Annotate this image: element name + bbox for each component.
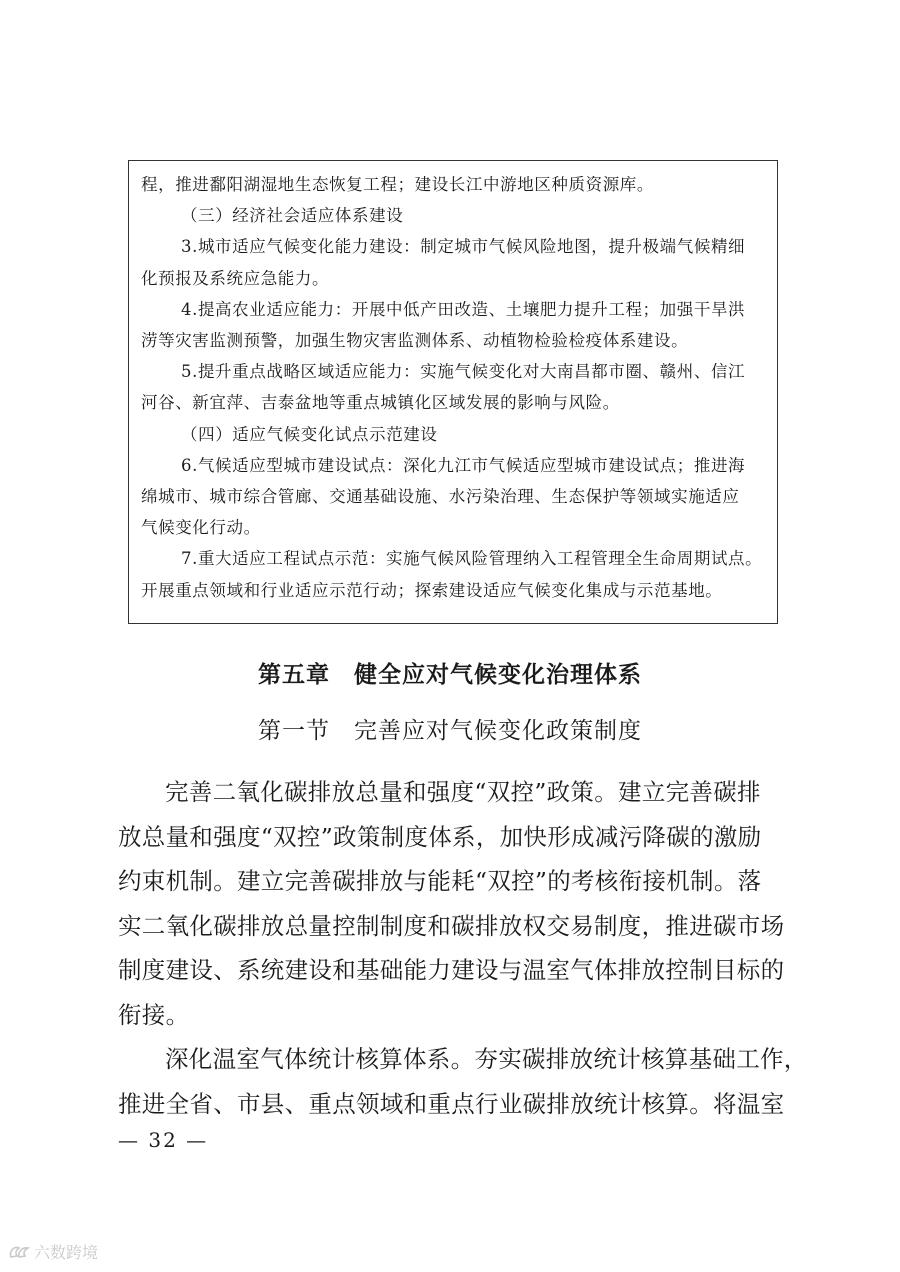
body-line: 深化温室气体统计核算体系。夯实碳排放统计核算基础工作， <box>165 1045 808 1073</box>
box-line: 程，推进鄱阳湖湿地生态恢复工程；建设长江中游地区种质资源库。 <box>141 175 654 194</box>
adaptation-measures-box <box>128 160 778 624</box>
box-subheading: （四）适应气候变化试点示范建设 <box>181 424 438 444</box>
watermark <box>8 1240 98 1263</box>
box-line: 开展重点领域和行业适应示范行动；探索建设适应气候变化集成与示范基地。 <box>141 580 723 600</box>
box-line: 气候变化行动。 <box>141 518 261 538</box>
box-line: 绵城市、城市综合管廊、交通基础设施、水污染治理、生态保护等领域实施适应 <box>141 487 740 507</box>
body-line: 衔接。 <box>118 1000 190 1029</box>
body-line: 完善二氧化碳排放总量和强度“双控”政策。建立完善碳排 <box>165 778 761 806</box>
section-title: 第一节 完善应对气候变化政策制度 <box>258 718 642 744</box>
box-line: 7.重大适应工程试点示范：实施气候风险管理纳入工程管理全生命周期试点。 <box>181 549 763 569</box>
watermark-logo-icon <box>8 1243 30 1261</box>
chapter-title: 第五章 健全应对气候变化治理体系 <box>258 662 642 688</box>
page-number: — 32 — <box>118 1128 209 1152</box>
body-text <box>118 770 808 1126</box>
box-line: 涝等灾害监测预警，加强生物灾害监测体系、动植物检验检疫体系建设。 <box>141 331 689 351</box>
watermark-text: 六数跨境 <box>34 1243 99 1262</box>
box-line: 河谷、新宜萍、吉泰盆地等重点城镇化区域发展的影响与风险。 <box>141 393 620 413</box>
body-line: 实二氧化碳排放总量控制制度和碳排放权交易制度，推进碳市场 <box>118 911 785 940</box>
body-line: 推进全省、市县、重点领域和重点行业碳排放统计核算。将温室 <box>118 1089 785 1118</box>
box-line: 3.城市适应气候变化能力建设：制定城市气候风险地图，提升极端气候精细 <box>181 237 746 257</box>
body-line: 放总量和强度“双控”政策制度体系，加快形成减污降碳的激励 <box>118 822 762 851</box>
box-subheading: （三）经济社会适应体系建设 <box>181 206 404 226</box>
box-line: 5.提升重点战略区域适应能力：实施气候变化对大南昌都市圈、赣州、信江 <box>181 362 746 382</box>
box-line: 化预报及系统应急能力。 <box>141 268 330 288</box>
box-line: 6.气候适应型城市建设试点：深化九江市气候适应型城市建设试点；推进海 <box>181 455 746 475</box>
body-line: 约束机制。建立完善碳排放与能耗“双控”的考核衔接机制。落 <box>118 867 762 895</box>
body-line: 制度建设、系统建设和基础能力建设与温室气体排放控制目标的 <box>118 956 785 984</box>
box-line: 4.提高农业适应能力：开展中低产田改造、土壤肥力提升工程；加强干旱洪 <box>181 299 746 319</box>
